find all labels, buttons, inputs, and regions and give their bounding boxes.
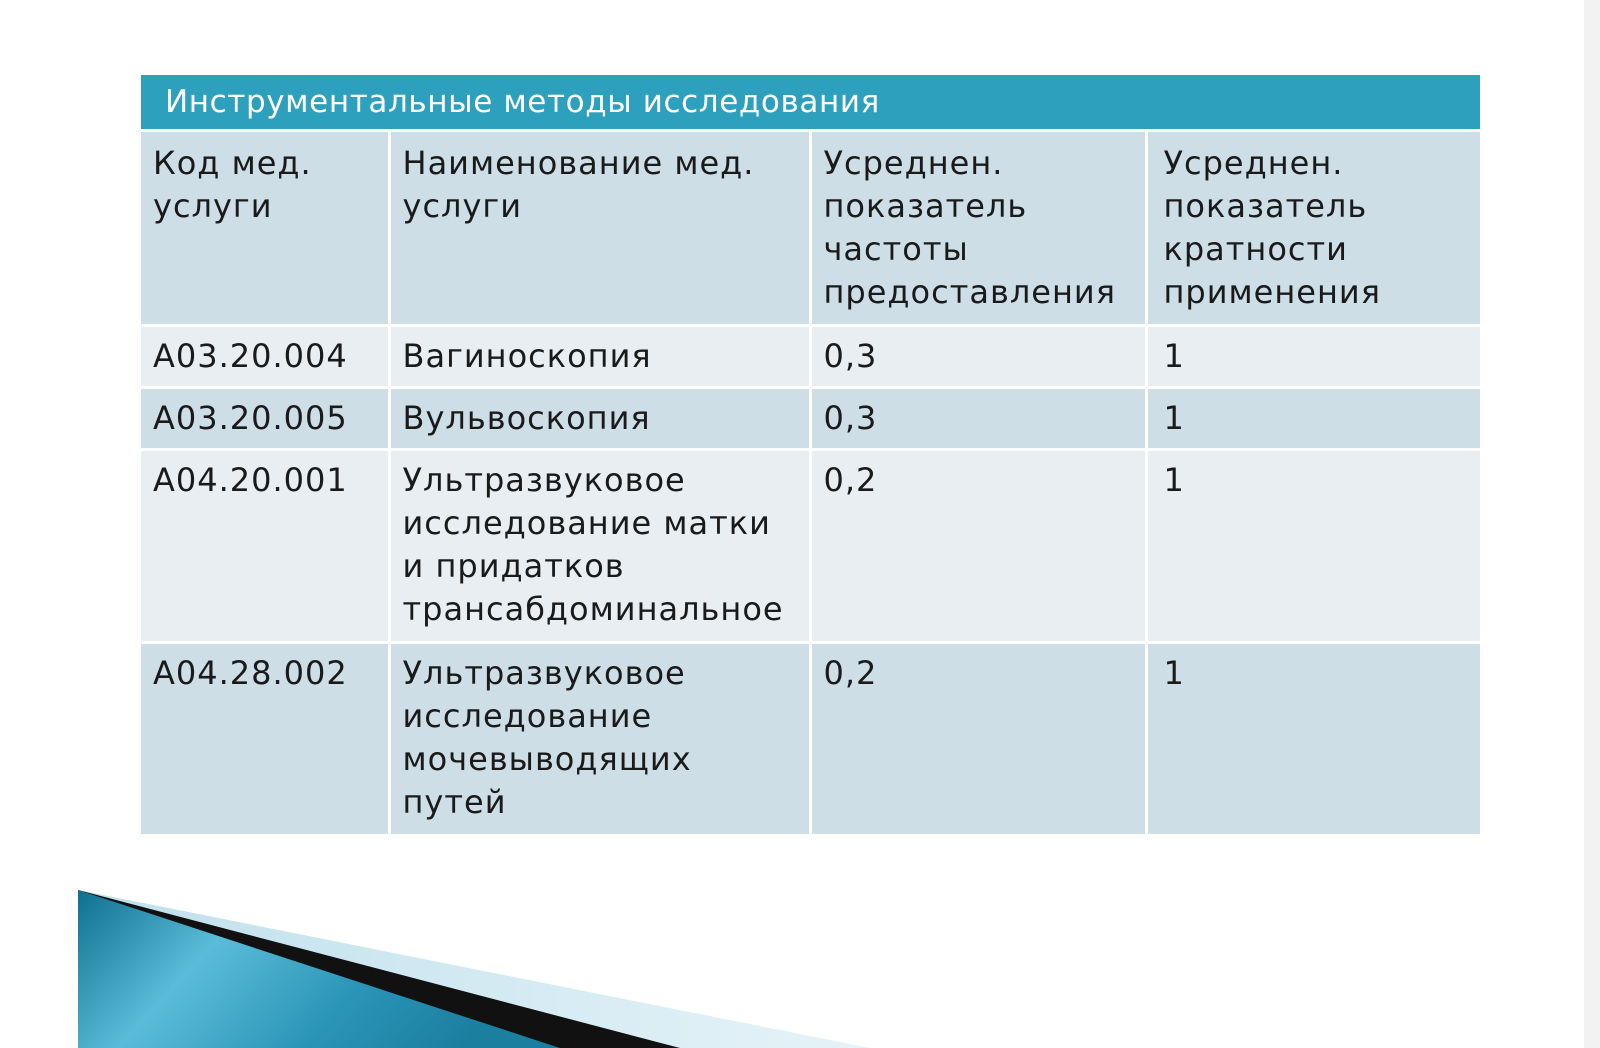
cell-frequency: 0,2 — [810, 450, 1146, 643]
cell-multiplicity: 1 — [1146, 326, 1480, 388]
cell-code: А03.20.005 — [141, 388, 389, 450]
header-frequency: Усреднен. показатель частоты предоставления — [810, 131, 1146, 326]
cell-name: Вульвоскопия — [389, 388, 810, 450]
cell-frequency: 0,2 — [810, 643, 1146, 835]
cell-code: А04.20.001 — [141, 450, 389, 643]
cell-frequency: 0,3 — [810, 388, 1146, 450]
cell-name: Вагиноскопия — [389, 326, 810, 388]
cell-frequency: 0,3 — [810, 326, 1146, 388]
cell-name: Ультразвуковое исследование мочевыводящих путей — [389, 643, 810, 835]
header-multiplicity: Усреднен. показатель кратности применения — [1146, 131, 1480, 326]
cell-code: А03.20.004 — [141, 326, 389, 388]
cell-multiplicity: 1 — [1146, 643, 1480, 835]
header-name: Наименование мед. услуги — [389, 131, 810, 326]
cell-code: А04.28.002 — [141, 643, 389, 835]
blue-wedge — [78, 890, 560, 1048]
table-title: Инструментальные методы исследования — [141, 75, 1480, 131]
cell-name: Ультразвуковое исследование матки и придатков трансабдоминальное — [389, 450, 810, 643]
header-code: Код мед. услуги — [141, 131, 389, 326]
cell-multiplicity: 1 — [1146, 450, 1480, 643]
cell-multiplicity: 1 — [1146, 388, 1480, 450]
